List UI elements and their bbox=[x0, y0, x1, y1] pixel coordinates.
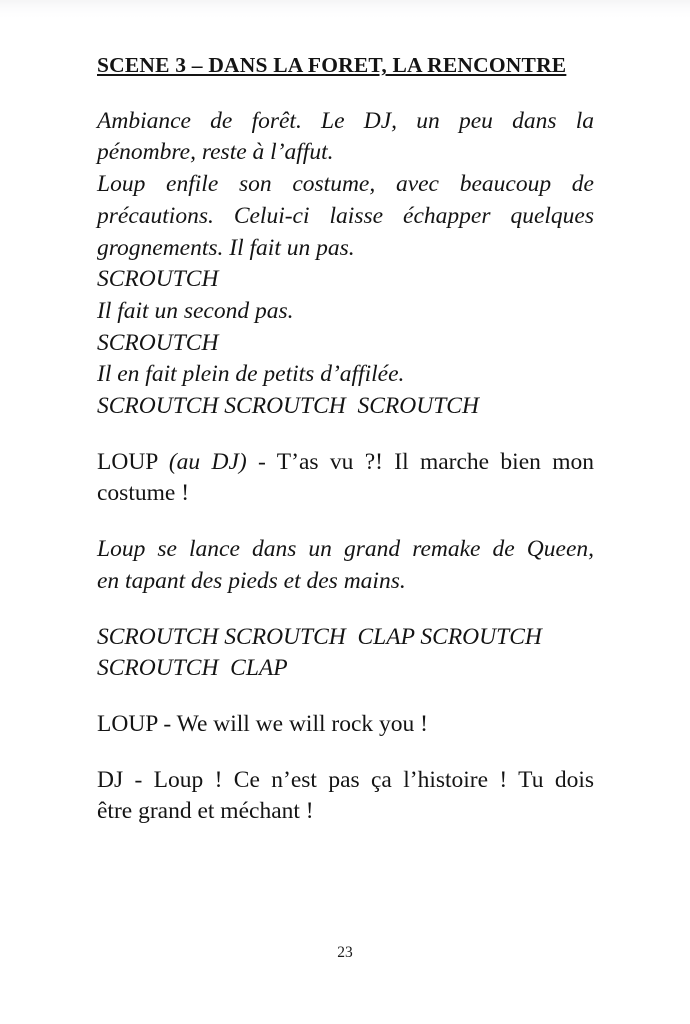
script-text-segment: pénombre, reste à l’affut. bbox=[97, 139, 334, 166]
script-line bbox=[97, 296, 594, 328]
script-line bbox=[97, 796, 594, 828]
script-line bbox=[97, 264, 594, 296]
script-text-segment: en tapant des pieds et des mains. bbox=[97, 567, 406, 594]
script-text-segment: Loup se lance dans un grand remake de Queen, bbox=[97, 536, 594, 563]
script-text-segment: (au DJ) bbox=[168, 448, 247, 475]
script-text-segment: grognements. Il fait un pas. bbox=[97, 234, 355, 261]
script-text-segment: costume ! bbox=[97, 480, 190, 507]
blank-line bbox=[97, 685, 594, 709]
script-line bbox=[97, 169, 594, 201]
script-text-segment: Loup enfile son costume, avec beaucoup de bbox=[97, 171, 594, 198]
blank-line bbox=[97, 423, 594, 447]
script-line bbox=[97, 447, 594, 479]
script-line bbox=[97, 233, 594, 265]
script-line bbox=[97, 328, 594, 360]
script-text-segment: précautions. Celui-ci laisse échapper quelques bbox=[97, 202, 594, 229]
script-line bbox=[97, 391, 594, 423]
script-line bbox=[97, 359, 594, 391]
script-page bbox=[97, 50, 594, 828]
script-text-segment: SCROUTCH SCROUTCH SCROUTCH bbox=[97, 393, 479, 420]
blank-line bbox=[97, 598, 594, 622]
script-text-segment: Ambiance de forêt. Le DJ, un peu dans la bbox=[97, 107, 594, 134]
script-text-segment: SCROUTCH bbox=[97, 266, 219, 293]
script-line bbox=[97, 709, 594, 741]
script-text-segment: LOUP - We will we will rock you ! bbox=[97, 710, 428, 737]
script-text-segment: DJ - Loup ! Ce n’est pas ça l’histoire ! Tu dois bbox=[97, 766, 594, 793]
blank-line bbox=[97, 82, 594, 106]
script-text-segment: LOUP bbox=[97, 448, 169, 475]
script-text-segment: Il fait un second pas. bbox=[97, 297, 294, 324]
script-line bbox=[97, 653, 594, 685]
script-text-segment: SCROUTCH SCROUTCH CLAP SCROUTCH bbox=[97, 623, 542, 650]
script-line bbox=[97, 566, 594, 598]
script-text-segment: SCROUTCH CLAP bbox=[97, 655, 288, 682]
script-text-segment: SCROUTCH bbox=[97, 329, 219, 356]
script-line bbox=[97, 478, 594, 510]
script-line bbox=[97, 534, 594, 566]
script-text-segment: - T’as vu ?! Il marche bien mon bbox=[246, 448, 594, 475]
script-line bbox=[97, 765, 594, 797]
blank-line bbox=[97, 741, 594, 765]
page-top-shadow bbox=[0, 0, 690, 18]
script-body bbox=[97, 106, 594, 828]
scene-heading: SCENE 3 – DANS LA FORET, LA RENCONTRE bbox=[97, 53, 567, 77]
blank-line bbox=[97, 510, 594, 534]
script-text-segment: Il en fait plein de petits d’affilée. bbox=[97, 361, 405, 388]
script-line bbox=[97, 106, 594, 138]
script-text-segment: être grand et méchant ! bbox=[97, 798, 314, 825]
page-number: 23 bbox=[337, 944, 353, 961]
script-line bbox=[97, 201, 594, 233]
script-line bbox=[97, 137, 594, 169]
script-line bbox=[97, 622, 594, 654]
